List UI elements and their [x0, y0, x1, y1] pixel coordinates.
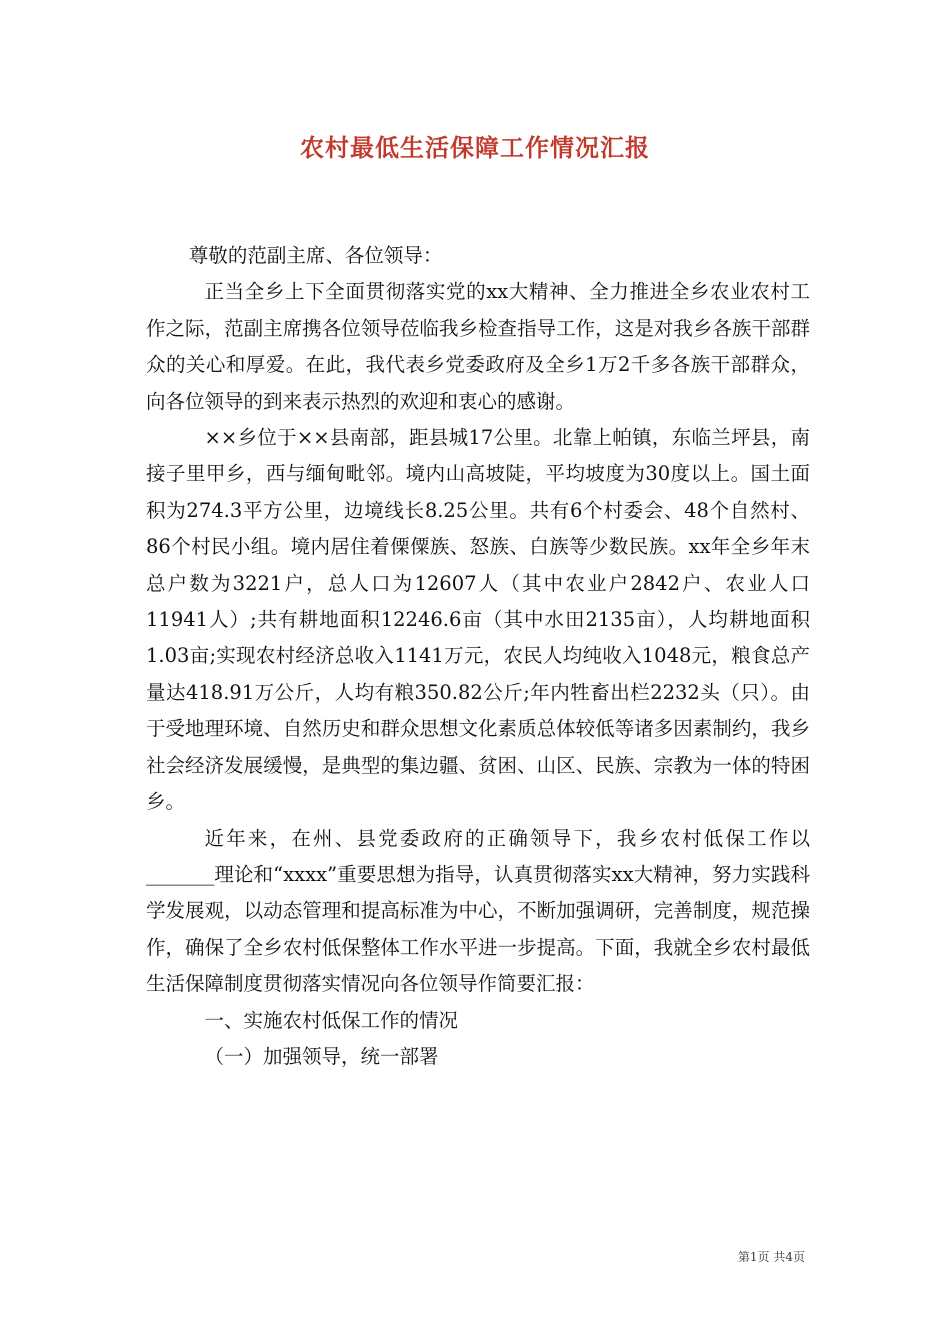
document-body: [146, 238, 810, 1075]
paragraph-intro: 正当全乡上下全面贯彻落实党的xx大精神、全力推进全乡农业农村工作之际，范副主席携各位领导莅临我乡检查指导工作，这是对我乡各族干部群众的关心和厚爱。在此，我代表乡党委政府及全乡1万2千多各族干部群众，向各位领导的到来表示热烈的欢迎和衷心的感谢。: [146, 280, 810, 413]
salutation: 尊敬的范副主席、各位领导：: [188, 244, 443, 267]
paragraph-overview: ××乡位于××县南部，距县城17公里。北靠上帕镇，东临兰坪县，南接子里甲乡，西与缅甸毗邻。境内山高坡陡，平均坡度为30度以上。国土面积为274.3平方公里，边境线长8.25公里。共有6个村委会、48个自然村、86个村民小组。境内居住着傈僳族、怒族、白族等少数民族。xx年全乡年末总户数为3221户，总人口为12607人（其中农业户2842户、农业人口11941人）;共有耕地面积12246.6亩（其中水田2135亩），人均耕地面积1.03亩;实现农村经济总收入1141万元，农民人均纯收入1048元，粮食总产量达418.91万公斤，人均有粮350.82公斤;年内牲畜出栏2232头（只）。由于受地理环境、自然历史和群众思想文化素质总体较低等诸多因素制约，我乡社会经济发展缓慢，是典型的集边疆、贫困、山区、民族、宗教为一体的特困乡。: [146, 426, 810, 814]
document-title: 农村最低生活保障工作情况汇报: [300, 133, 650, 162]
subsection-heading: （一）加强领导，统一部署: [204, 1044, 439, 1068]
paragraph-recent-years: 近年来，在州、县党委政府的正确领导下，我乡农村低保工作以_______理论和“xxxx”重要思想为指导，认真贯彻落实xx大精神，努力实践科学发展观，以动态管理和提高标准为中心，不断加强调研，完善制度，规范操作，确保了全乡农村低保整体工作水平进一步提高。下面，我就全乡农村最低生活保障制度贯彻落实情况向各位领导作简要汇报：: [146, 826, 810, 996]
section-heading: 一、实施农村低保工作的情况: [204, 1008, 459, 1032]
page-number: 第1页 共4页: [737, 1250, 805, 1264]
